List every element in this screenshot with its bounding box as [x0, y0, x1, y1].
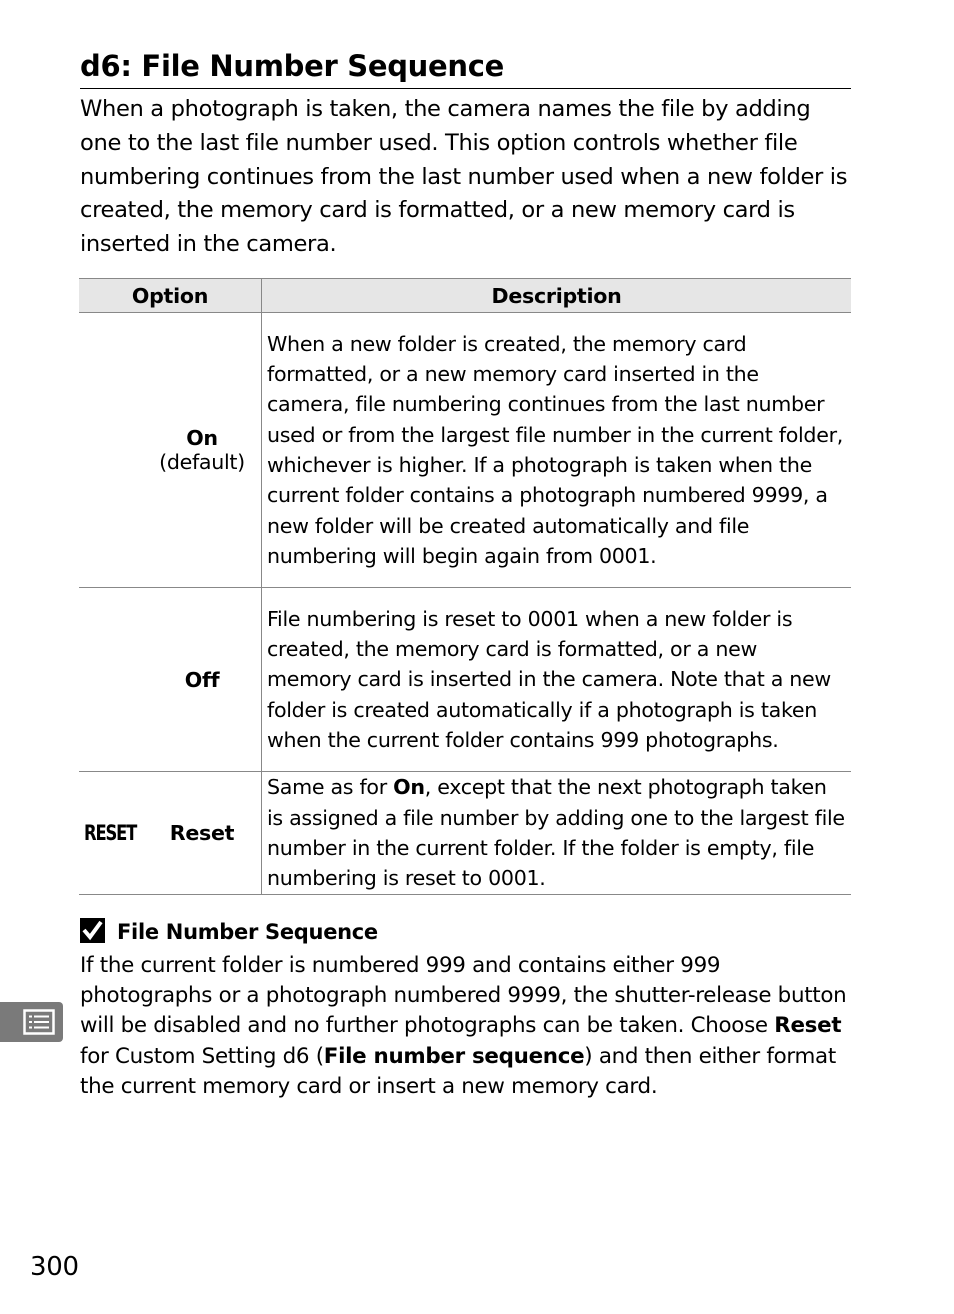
description-cell [262, 772, 852, 895]
option-name: On [186, 426, 218, 450]
option-name: Off [184, 667, 220, 692]
table-row [79, 772, 851, 895]
table-row [79, 588, 851, 772]
option-column-header: Option [79, 279, 262, 313]
option-default-label: (default) [159, 450, 245, 474]
note-body [80, 951, 855, 1102]
table-row [79, 313, 851, 588]
description-bold-term: On [393, 775, 425, 800]
option-cell [79, 588, 262, 772]
note-bold-term: File number sequence [323, 1043, 585, 1069]
menu-list-icon [23, 1009, 55, 1035]
table-header-row [79, 279, 851, 313]
intro-paragraph: When a photograph is taken, the camera names the file by adding one to the last file number used. This option controls whether file numbering continues from the last number used when a new folder is created, the memory card is formatted, or a new memory card is inserted in the camera. [80, 96, 848, 258]
option-cell [79, 772, 262, 895]
option-cell [79, 313, 262, 588]
section-tab [0, 1002, 63, 1042]
reset-icon: RESET [84, 821, 137, 845]
page-title: d6: File Number Sequence [80, 46, 851, 89]
note-text: If the current folder is numbered 999 and contains either 999 photographs or a photograph numbered 9999, the shutter-release button will be disabled and no further photographs can be taken. Choose [80, 953, 847, 1039]
options-table [79, 278, 851, 895]
checkmark-icon [80, 918, 105, 943]
description-text: Same as for [267, 775, 394, 800]
note-text: for Custom Setting d6 ( [80, 1043, 324, 1069]
note-heading [80, 917, 780, 947]
description-cell: When a new folder is created, the memory card formatted, or a new memory card inserted in the camera, file numbering continues from the last number used or from the largest file number in the current folder, whichever is higher. If a photograph is taken when the current folder contains a photograph numbered 9999, a new folder will be created automatically and file numbering will begin again from 0001. [262, 313, 852, 588]
description-column-header: Description [262, 279, 852, 313]
note-text: ) and then either format the current memory card or insert a new memory card. [80, 1043, 836, 1099]
note-bold-term: Reset [774, 1013, 842, 1039]
page-number: 300 [30, 1252, 79, 1282]
description-cell: File numbering is reset to 0001 when a new folder is created, the memory card is formatted, or a new memory card is inserted in the camera. Note that a new folder is created automatically if a photograph is taken when the current folder contains 999 photographs. [262, 588, 852, 772]
note-title: File Number Sequence [117, 920, 378, 944]
description-text: , except that the next photograph taken is assigned a file number by adding one to the largest file number in the current folder. If the folder is empty, file numbering is reset to 0001. [267, 775, 845, 891]
option-name: Reset [169, 821, 235, 845]
